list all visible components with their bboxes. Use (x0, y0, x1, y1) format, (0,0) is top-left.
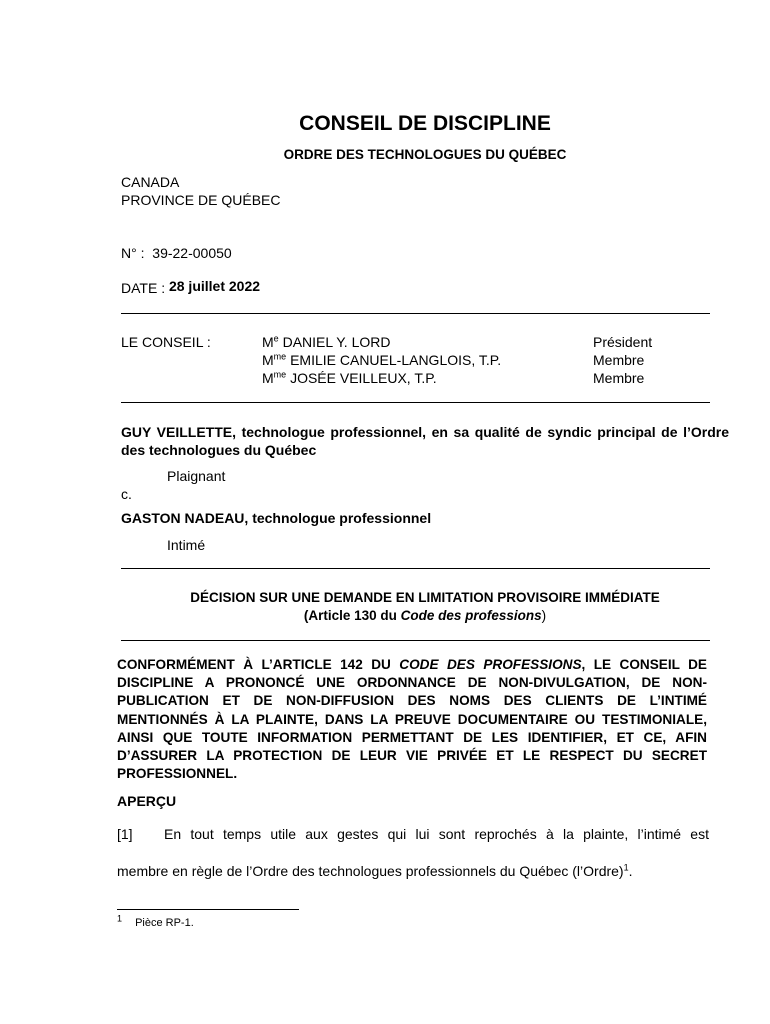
footnote (117, 913, 194, 929)
divider (121, 640, 710, 641)
footnote-reference[interactable]: 1 (623, 862, 629, 873)
member-role: Membre (593, 370, 645, 386)
council-label: LE CONSEIL : (121, 334, 211, 350)
footnote-number: 1 (117, 913, 123, 924)
member-role: Membre (593, 352, 645, 368)
council-member-row (0, 369, 770, 387)
plaintiff-name: GUY VEILLETTE, technologue professionnel, en sa qualité de syndic principal de l’Ordre des technologues du Québec (121, 424, 729, 458)
decision-subtitle: (Article 130 du Code des professions) (303, 608, 547, 623)
file-number-value: 39-22-00050 (152, 245, 232, 261)
document-subtitle: ORDRE DES TECHNOLOGUES DU QUÉBEC (283, 147, 567, 162)
respondent-name: GASTON NADEAU, technologue professionnel (121, 510, 432, 526)
file-number-line (121, 244, 232, 262)
paragraph-text-line: membre en règle de l’Ordre des technologues professionnels du Québec (l’Ordre)$^1$. (117, 862, 633, 879)
member-name: Me DANIEL Y. LORD (262, 333, 391, 350)
divider (121, 568, 710, 569)
footnote-text: Pièce RP-1. (135, 917, 194, 929)
member-name: $M^{me}$ JOSÉE VEILLEUX, T.P. (262, 369, 437, 386)
council-member-row (0, 333, 770, 351)
decision-title: DÉCISION SUR UNE DEMANDE EN LIMITATION PROVISOIRE IMMÉDIATE (190, 590, 660, 605)
section-heading: APERÇU (117, 793, 177, 809)
date-line (121, 279, 260, 297)
divider (121, 313, 710, 314)
non-disclosure-order: CONFORMÉMENT À L’ARTICLE 142 DU CODE DES PROFESSIONS, LE CONSEIL DE DISCIPLINE A PRONONCÉ UNE ORDONNANCE DE NON-DIVULGATION, DE NON-PUBLICATION ET DE NON-DIFFUSION DES NOMS DES CLIENTS DE L’INTIMÉ MENTIONNÉS À LA PLAINTE, DANS LA PREUVE DOCUMENTAIRE OU TESTIMONIALE, AINSI QUE TOUTE INFORMATION PERMETTANT DE LES IDENTIFIER, ET CE, AFIN D’ASSURER LA PROTECTION DE LEUR VIE PRIVÉE ET LE RESPECT DU SECRET PROFESSIONNEL. (117, 657, 707, 782)
paragraph-text-line: En tout temps utile aux gestes qui lui sont reprochés à la plainte, l’intimé est (164, 826, 709, 842)
jurisdiction-country: CANADA (121, 174, 180, 190)
council-member-row (0, 351, 770, 369)
versus: c. (121, 486, 132, 502)
date-label: DATE : (121, 280, 166, 296)
respondent-role: Intimé (167, 537, 206, 553)
footnote-divider (117, 909, 299, 910)
member-name: $M^{me}$ EMILIE CANUEL-LANGLOIS, T.P. (262, 351, 502, 368)
jurisdiction-province: PROVINCE DE QUÉBEC (121, 192, 281, 208)
date-value: 28 juillet 2022 (168, 278, 261, 294)
paragraph-number: [1] (117, 826, 133, 842)
file-number-label: N° : (121, 245, 145, 261)
member-role: Président (593, 334, 653, 350)
plaintiff-role: Plaignant (167, 468, 226, 484)
document-title: CONSEIL DE DISCIPLINE (299, 112, 551, 135)
divider (121, 402, 710, 403)
